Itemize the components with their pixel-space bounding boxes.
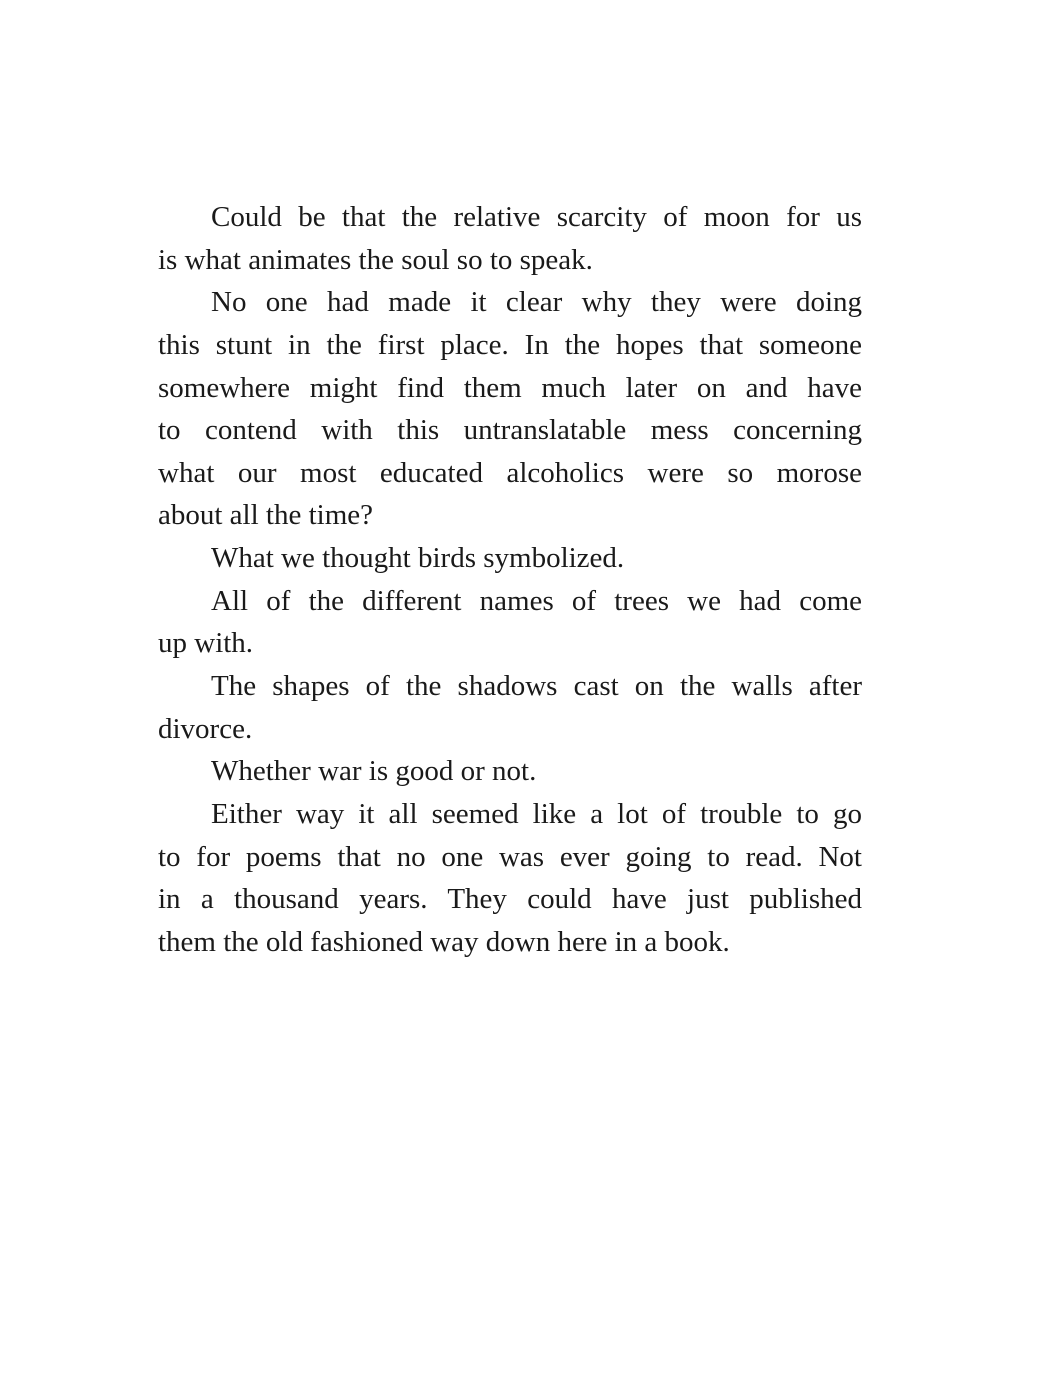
paragraph <box>158 196 862 281</box>
page-body <box>158 196 862 964</box>
text-line: All of the different names of trees we had come <box>211 584 862 617</box>
text-line: is what animates the soul so to speak. <box>158 243 593 276</box>
paragraph <box>158 665 862 750</box>
paragraph <box>158 750 862 793</box>
text-line: Could be that the relative scarcity of moon for us <box>211 201 862 233</box>
text-line: in a thousand years. They could have just published <box>158 883 862 916</box>
text-line: The shapes of the shadows cast on the walls after <box>211 670 862 703</box>
text-line: this stunt in the first place. In the hopes that someone <box>158 328 862 361</box>
text-line: Either way it all seemed like a lot of trouble to go <box>211 797 862 830</box>
text-line: to for poems that no one was ever going to read. Not <box>158 840 862 873</box>
paragraph <box>158 537 862 580</box>
text-line: to contend with this untranslatable mess concerning <box>158 414 862 447</box>
paragraph <box>158 281 862 537</box>
text-line: them the old fashioned way down here in a book. <box>158 925 730 958</box>
text-line: up with. <box>158 627 254 660</box>
text-line: divorce. <box>158 712 253 745</box>
text-line: somewhere might find them much later on and have <box>158 371 862 404</box>
text-line: about all the time? <box>158 499 374 532</box>
text-line: What we thought birds symbolized. <box>211 542 625 575</box>
paragraph <box>158 793 862 964</box>
text-line: Whether war is good or not. <box>211 755 537 788</box>
paragraph <box>158 580 862 665</box>
text-line: what our most educated alcoholics were so morose <box>158 456 862 489</box>
text-line: No one had made it clear why they were doing <box>211 286 862 319</box>
